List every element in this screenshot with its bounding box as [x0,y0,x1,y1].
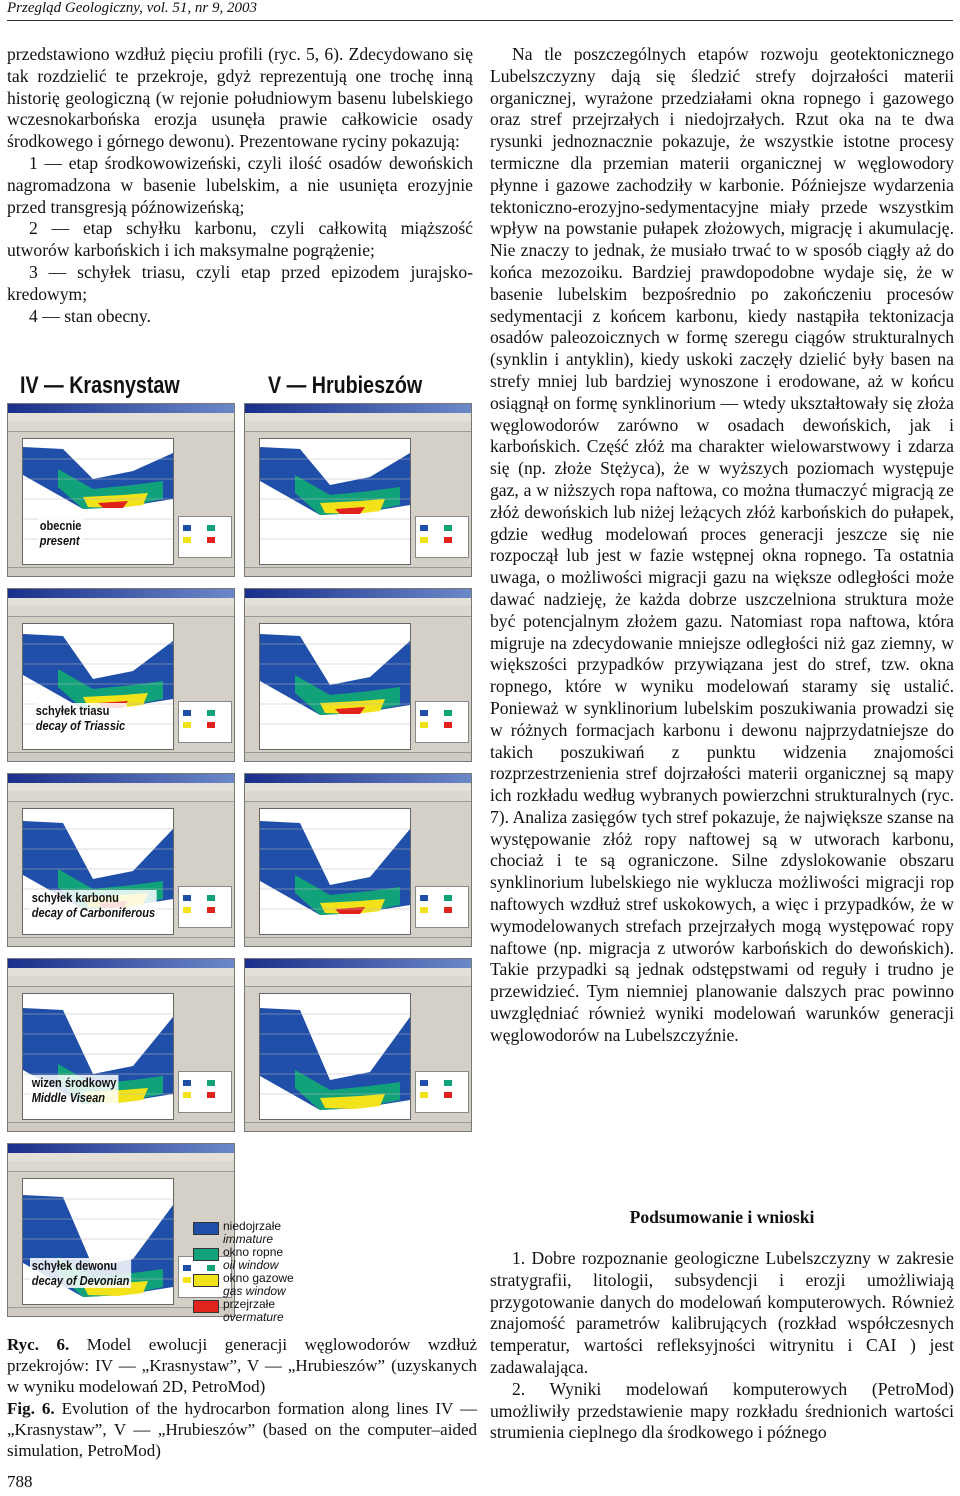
model-panel [7,773,235,947]
panel-legend-swatch [183,1080,191,1086]
panel-legend [178,886,232,928]
panel-tool [245,791,471,802]
panel-legend [415,516,469,558]
panel-legend-swatch [183,710,191,716]
panel-legend-swatch [207,722,215,728]
legend-label-immature [223,1220,281,1246]
panel-tb [8,959,234,968]
left-column [7,44,473,327]
journal-header: Przegląd Geologiczny, vol. 51, nr 9, 2003 [7,0,257,16]
panel-legend [415,886,469,928]
panel-status [245,1122,471,1131]
panel-legend-swatch [444,1092,452,1098]
stage-label-present [38,518,83,548]
panel-status [8,1122,234,1131]
stage-label-pl: schyłek triasu [35,703,110,718]
figure-title-krasnystaw: IV — Krasnystaw [20,372,180,399]
figure-caption-en [7,1398,477,1461]
panel-legend-swatch [183,525,191,531]
figure-caption-pl [7,1334,477,1397]
panel-legend-swatch [420,710,428,716]
left-paragraph-4: 3 — schyłek triasu, czyli etap przed epizodem jurajsko-kredowym; [7,261,473,304]
panel-tool [245,976,471,987]
panel-legend-swatch [207,1092,215,1098]
panel-legend-swatch [420,722,428,728]
panel-legend-swatch [420,525,428,531]
legend-label-pl: okno ropne [223,1245,284,1259]
panel-legend-swatch [183,907,191,913]
panel-tb [8,589,234,598]
caption-text-pl: Model ewolucji generacji węglowodorów wzdłuż przekrojów: IV — „Krasnystaw”, V — „Hrubieszów” (uzyskanych w wyniku modelowań 2D, PetroMod) [7,1335,477,1396]
panel-tb [8,404,234,413]
panel-legend-swatch [183,1277,191,1283]
legend-label-en: gas window [223,1284,286,1298]
stage-label-en: decay of Devonian [31,1273,130,1288]
header-rule [7,20,953,21]
model-panel [244,403,472,577]
stage-label-en: Middle Visean [31,1090,105,1105]
panel-legend-swatch [444,907,452,913]
legend-label-pl: okno gazowe [223,1271,294,1285]
panel-legend-swatch [420,907,428,913]
left-paragraph-5: 4 — stan obecny. [29,305,151,326]
panel-tool [8,791,234,802]
legend-swatch-gas-window [193,1274,219,1287]
stage-label-pl: obecnie [39,518,82,533]
panel-legend-swatch [444,1080,452,1086]
panel-status [8,937,234,946]
panel-legend-swatch [183,722,191,728]
stage-label-pl: schyłek dewonu [31,1258,118,1273]
panel-legend-swatch [183,1092,191,1098]
panel-legend-swatch [420,1080,428,1086]
panel-legend-swatch [207,1265,215,1271]
panel-legend [178,516,232,558]
model-panel [7,958,235,1132]
summary-column [490,1248,954,1444]
panel-tool [8,421,234,432]
summary-point-2: 2. Wyniki modelowań komputerowych (PetroMod) umożliwiły przedstawienie mapy rozkładu średnionich wartości strumienia cieplnego dla środkowego i późnego [490,1378,954,1443]
left-paragraph-1: przedstawiono wzdłuż pięciu profili (ryc. 5, 6). Zdecydowano się tak rozdzielić te przekroje, gdyż reprezentują one trochę inną historię geologiczną (w rejonie południowym basenu lubelskiego wczesnokarbońska erozja usunęła prawie całkowicie osady środkowego i górnego dewonu). Prezentowane ryciny pokazują: [7,44,473,152]
stage-label-devonian [30,1258,131,1288]
legend-label-en: immature [223,1232,274,1246]
legend-swatch-overmature [193,1300,219,1313]
legend-label-en: oil window [223,1258,279,1272]
model-panel [244,958,472,1132]
panel-status [245,567,471,576]
panel-status [245,752,471,761]
caption-label-pl: Ryc. 6. [7,1335,70,1354]
legend-label-gas-window [223,1272,294,1298]
panel-legend [178,1071,232,1113]
legend-swatch-oil-window [193,1248,219,1261]
panel-legend-swatch [207,895,215,901]
summary-point-1: 1. Dobre rozpoznanie geologiczne Lubelszczyzny w zakresie stratygrafii, litologii, subsydencji i erozji umożliwiają przygotowanie danych do modelowań komputerowych. Również znajomość parametrów kalibrujących (rozkład współczesnych temperatur, wartości refleksyjności witrynitu i CAI ) jest zadawalająca. [490,1248,954,1377]
panel-tb [245,774,471,783]
right-column [490,44,954,1047]
model-panel [7,588,235,762]
stage-label-pl: schyłek karbonu [31,890,119,905]
panel-legend-swatch [444,710,452,716]
panel-legend [178,701,232,743]
stage-label-en: decay of Triassic [35,718,126,733]
cross-section-svg [260,439,410,564]
panel-tool [245,606,471,617]
panel-legend-swatch [207,1080,215,1086]
panel-legend [415,1071,469,1113]
right-paragraph-1: Na tle poszczególnych etapów rozwoju geotektonicznego Lubelszczyzny dają się śledzić strefy dojrzałości materii organicznej, wyrażone przedziałami okna ropnego i gazowego oraz stref przejrzałych i niedojrzałych. Rzut oka na te dwa rysunki jednoznacznie pokazuje, że wszystkie istotne procesy termiczne dla przemian materii organicznej w węglowodory płynne i gazowe zachodziły w karbonie. Późniejsze wydarzenia tektoniczno-erozyjno-sedymentacyjne miały przede wszystkim wpływ na powstanie pułapek złożowych, migrację i akumulację. Nie znaczy to jednak, że musiało trwać to w sposób ciągły aż do końca mezozoiku. Bardziej prawdopodobne wydaje się, że w basenie lubelskim bezpośrednio po zakończeniu procesów sedymentacji z końcem karbonu, kiedy nastąpiła tektonizacja osadów paleozoicznych w formę szeregu ciągów strukturalnych (synklin i antyklin), kiedy uskoki zaczęły dzielić były basen na strefy mniej lub bardziej wynoszone i erodowane, aż w końcu osiągnął on formę synklinorium — wtedy ukształtowały się złoża węglowodorów zarówno w osadach dewońskich, jak i karbońskich. Część złóż ma charakter wielowarstwowy i zdarza się (np. złoże Stężyca), że w wyższych poziomach występuje gaz, a w niższych ropa naftowa, co można tłumaczyć migracją ze złóż dewońskich lub niżej leżących złóż karbońskich do pułapek, gdzie według modelowań proces generacji jeszcze się nie rozpoczął lub jest w fazie wstępnej okna ropnego. Ta ostatnia uwaga, o możliwości migracji gazu na większe odległości może dawać nadzieję, że każda dobrze uszczelniona struktura może być potencjalnym złożem gazu. Natomiast ropa naftowa, która migruje na zdecydowanie mniejsze odległości niż gaz ziemny, w większości przypadków przywiązana jest do stref, tzw. okna ropnego, które w wyniku modelowań staramy się ustalić. Ponieważ w synklinorium lubelskim poszukiwania prowadzi się w różnych formacjach karbonu i dewonu najprzydatniejsze do takich poszukiwań z punktu widzenia znajomości rozprzestrzenienia stref dojrzałości materii organicznej są mapy ich rozkładu według wybranych powierzchni strukturalnych (ryc. 7). Analiza zasięgów tych stref pokazuje, że największe szanse na występowanie złóż ropy naftowej są w utworach karbonu, chociaż i te są ograniczone. Silne zdyslokowanie obszaru synklinorium lubelskiego nie wyklucza możliwości migracji rop naftowych wzdłuż stref uskokowych, a więc i przypadków, że w wymodelowanych strefach przejrzałych mogą występować ropy naftowe (np. migracja z utworów karbońskich do dewońskich). Takie przypadki są jednak odstępstwami od reguły i trudno je przewidzieć. Tym niemniej planowanie dalszych prac powinno uwzględniać również wyniki modelowań warunków generacji węglowodorów na Lubelszczyźnie. [490,44,954,1045]
panel-status [245,937,471,946]
legend-label-oil-window [223,1246,283,1272]
cross-section-svg [260,994,410,1119]
panel-legend-swatch [183,537,191,543]
figure-title-hrubieszow: V — Hrubieszów [268,372,423,399]
cross-section-plot [259,808,411,935]
panel-legend-swatch [207,525,215,531]
stage-label-visean [30,1075,118,1105]
section-title: Podsumowanie i wnioski [629,1207,815,1227]
legend-label-overmature [223,1298,284,1324]
panel-legend-swatch [207,537,215,543]
legend-label-pl: przejrzałe [223,1297,276,1311]
panel-legend-swatch [207,907,215,913]
panel-tb [245,959,471,968]
cross-section-svg [260,809,410,934]
panel-tool [8,976,234,987]
panel-tb [245,404,471,413]
legend-swatch-immature [193,1222,219,1235]
cross-section-plot [259,623,411,750]
panel-legend-swatch [444,722,452,728]
stage-label-en: present [39,533,80,548]
legend-label-en: overmature [223,1310,284,1324]
panel-tool [245,421,471,432]
model-panel [244,588,472,762]
left-paragraph-3: 2 — etap schyłku karbonu, czyli całkowitą miąższość utworów karbońskich i ich maksymalne pogrążenie; [7,218,473,261]
panel-tool [8,606,234,617]
legend-label-pl: niedojrzałe [223,1219,282,1233]
panel-tb [8,774,234,783]
stage-label-triassic [34,703,127,733]
panel-legend-swatch [444,895,452,901]
stage-label-en: decay of Carboniferous [31,905,156,920]
cross-section-plot [259,438,411,565]
panel-legend-swatch [183,895,191,901]
stage-label-carboniferous [30,890,157,920]
panel-legend-swatch [444,537,452,543]
caption-label-en: Fig. 6. [7,1399,55,1418]
panel-legend-swatch [420,537,428,543]
model-panel [7,403,235,577]
cross-section-plot [259,993,411,1120]
caption-text-en: Evolution of the hydrocarbon formation along lines IV — „Krasnystaw”, V — „Hrubieszów” (based on the computer–aided simulation, PetroMod) [7,1399,477,1460]
panel-tool [8,1161,234,1172]
left-paragraph-2: 1 — etap środkowowizeński, czyli ilość osadów dewońskich nagromadzona w basenie lubelskim, a nie usunięta erozyjnie przed transgresją późnowizeńską; [7,152,473,217]
panel-legend-swatch [444,525,452,531]
panel-legend-swatch [420,1092,428,1098]
panel-legend-swatch [183,1265,191,1271]
panel-legend-swatch [420,895,428,901]
panel-status [8,752,234,761]
panel-status [8,567,234,576]
page-number: 788 [7,1472,33,1491]
model-panel [244,773,472,947]
panel-tb [245,589,471,598]
panel-legend [415,701,469,743]
stage-label-pl: wizen środkowy [31,1075,117,1090]
panel-legend-swatch [207,710,215,716]
cross-section-svg [260,624,410,749]
panel-tb [8,1144,234,1153]
